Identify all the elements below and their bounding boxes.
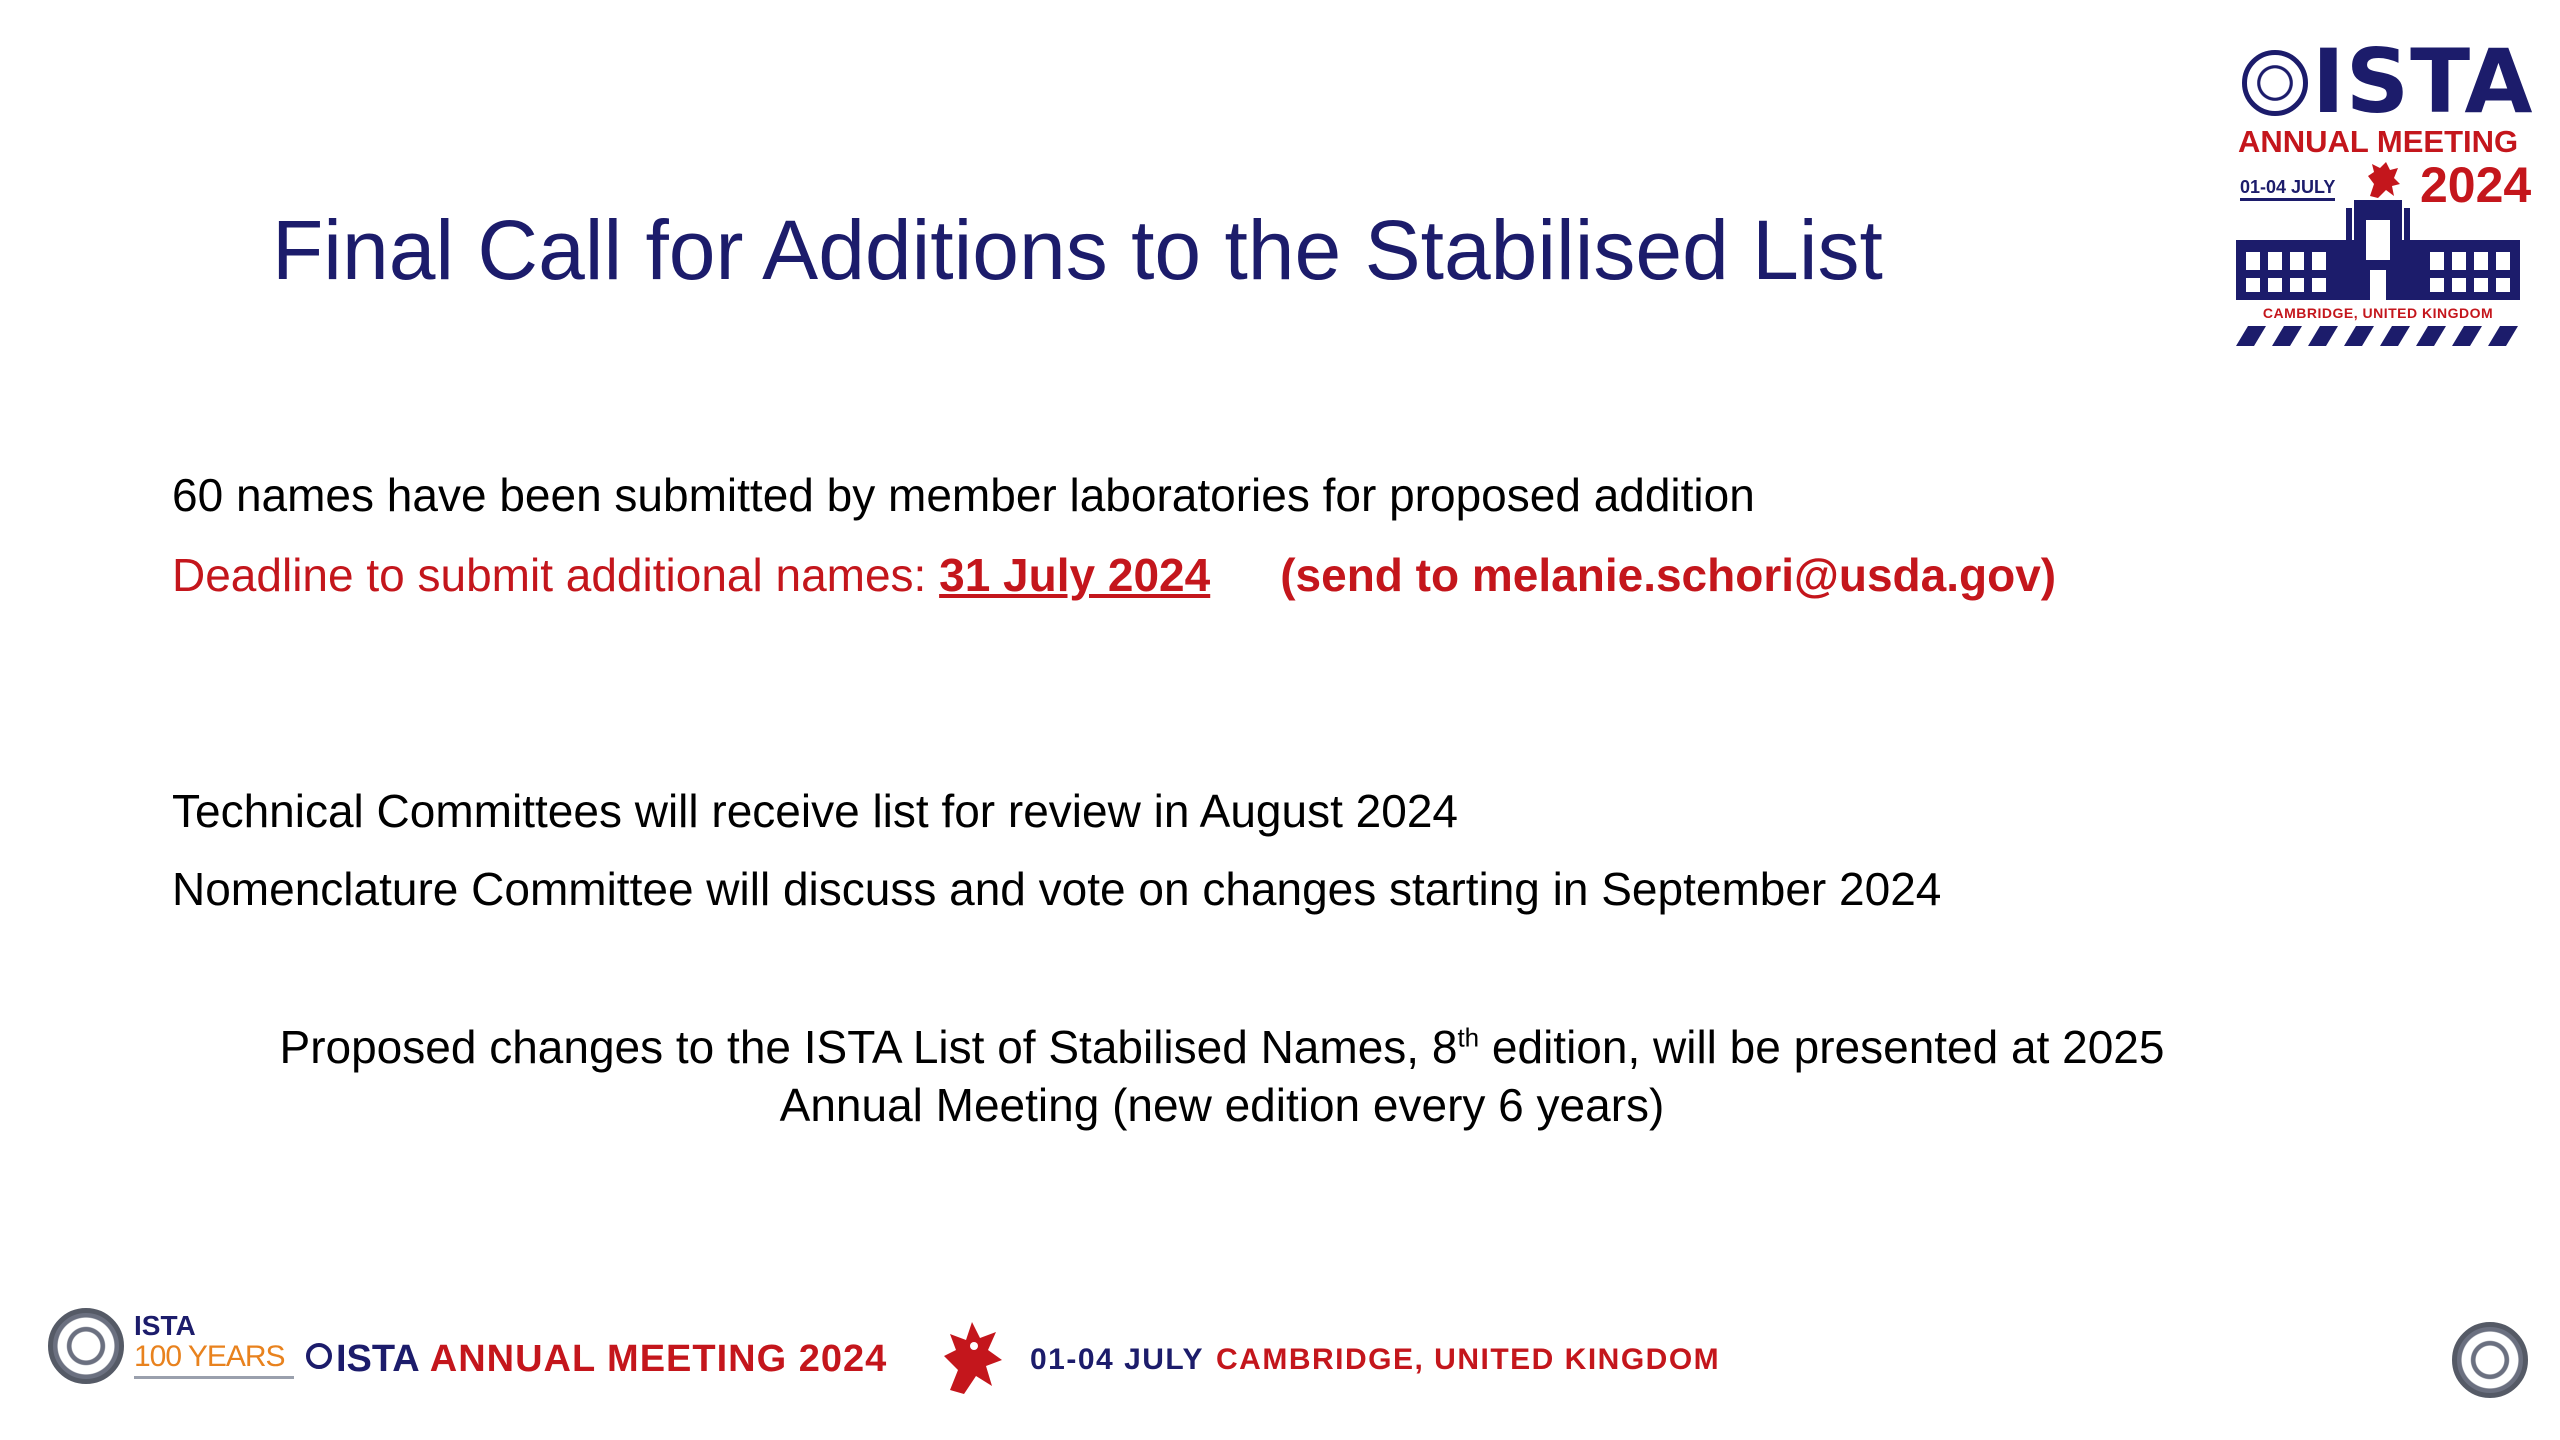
footer-lion-icon <box>936 1316 1010 1398</box>
ista-seal-left-icon <box>48 1308 124 1384</box>
logo-year: 2024 <box>2420 157 2532 213</box>
logo-stripes <box>2236 326 2520 346</box>
footer-ista: ISTA <box>336 1338 420 1380</box>
slide-title: Final Call for Additions to the Stabilised List <box>272 203 1883 297</box>
send-to-email[interactable]: (send to melanie.schori@usda.gov) <box>1280 549 2057 601</box>
ista-100-years-logo <box>134 1312 294 1379</box>
deadline-date: 31 July 2024 <box>939 549 1211 601</box>
proposed-changes-text <box>172 1018 2272 1134</box>
logo-dates: 01-04 JULY <box>2240 178 2335 201</box>
footer-dates-location <box>1030 1345 1720 1375</box>
logo-location: CAMBRIDGE, UNITED KINGDOM <box>2262 305 2494 321</box>
footer-tagline-bar <box>134 1376 294 1379</box>
footer-100-years: 100 YEARS <box>134 1340 285 1373</box>
lion-icon <box>2360 156 2408 204</box>
footer-annual-meeting <box>306 1340 887 1378</box>
logo-annual-meeting: ANNUAL MEETING <box>2238 124 2519 159</box>
ista-seal-right-icon <box>2452 1322 2528 1398</box>
ista-seal-icon <box>2242 50 2308 116</box>
proposed-part1: Proposed changes to the ISTA List of Stabilised Names, 8 <box>279 1021 1458 1073</box>
nomenclature-committee-text: Nomenclature Committee will discuss and vote on changes starting in September 2024 <box>172 863 1942 915</box>
deadline-prefix: Deadline to submit additional names: <box>172 549 940 601</box>
technical-committees-text: Technical Committees will receive list for review in August 2024 <box>172 785 1458 837</box>
submitted-names-text: 60 names have been submitted by member laboratories for proposed addition <box>172 469 1755 521</box>
footer-location: CAMBRIDGE, UNITED KINGDOM <box>1216 1343 1721 1376</box>
proposed-part2: edition, will be presented at 2025 <box>1479 1021 2165 1073</box>
college-building-icon <box>2236 200 2520 300</box>
logo-ista-text: ISTA <box>2312 30 2534 133</box>
proposed-line2: Annual Meeting (new edition every 6 years) <box>779 1079 1665 1131</box>
footer-annual: ANNUAL MEETING 2024 <box>429 1338 888 1380</box>
meeting-logo <box>2232 30 2534 350</box>
deadline-line <box>172 548 2056 603</box>
footer-dates: 01-04 JULY <box>1030 1343 1204 1376</box>
proposed-sup: th <box>1457 1022 1480 1053</box>
footer-seal-dot-icon <box>306 1343 332 1369</box>
footer-ista-small: ISTA <box>134 1310 196 1341</box>
